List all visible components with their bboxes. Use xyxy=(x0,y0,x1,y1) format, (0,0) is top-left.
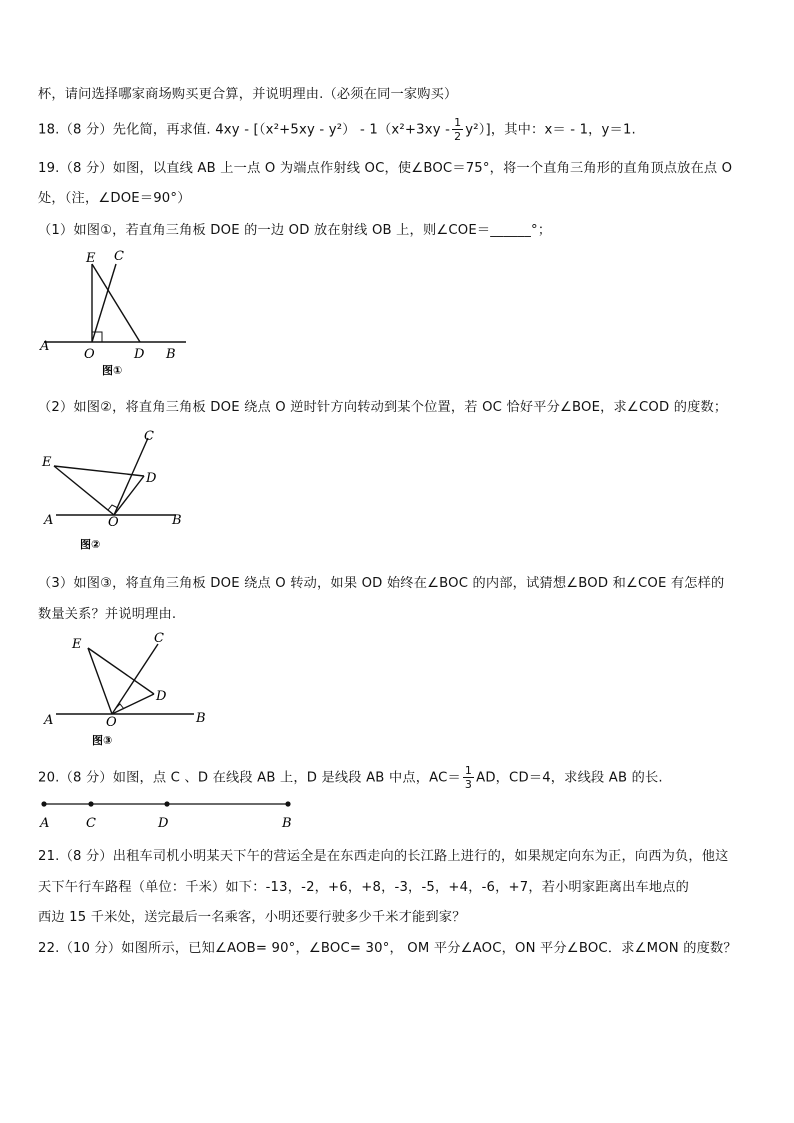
segment-label-a: A xyxy=(40,816,50,831)
question-19-part3-line1: （3）如图③，将直角三角板 DOE 绕点 O 转动，如果 OD 始终在∠BOC 的内部，试猜想∠BOD 和∠COE 有怎样的 xyxy=(38,576,725,591)
fig3-label-o: O xyxy=(106,715,117,730)
fig3-caption: 图③ xyxy=(92,734,113,747)
question-19-part1: （1）如图①，若直角三角板 DOE 的一边 OD 放在射线 OB 上，则∠COE＝______°； xyxy=(38,223,552,238)
question-19-line1: 19.（8 分）如图，以直线 AB 上一点 O 为端点作射线 OC，使∠BOC＝75°，将一个直角三角形的直角顶点放在点 O xyxy=(38,161,733,176)
fig1-label-b: B xyxy=(166,347,176,362)
question-20 xyxy=(38,764,663,791)
fig2-label-d: D xyxy=(146,471,157,486)
fig3-label-d: D xyxy=(156,689,167,704)
question-19-part2: （2）如图②，将直角三角板 DOE 绕点 O 逆时针方向转动到某个位置，若 OC 恰好平分∠BOE，求∠COD 的度数； xyxy=(38,400,728,415)
q18-frac-den: 2 xyxy=(454,130,462,143)
fig1-label-e: E xyxy=(86,251,96,266)
q20-prefix: 20.（8 分）如图，点 C 、D 在线段 AB 上，D 是线段 AB 中点，AC＝ xyxy=(38,770,461,786)
question-22: 22.（10 分）如图所示，已知∠AOB= 90°，∠BOC= 30°， OM 平分∠AOC，ON 平分∠BOC．求∠MON 的度数？ xyxy=(38,941,737,956)
fig2-label-o: O xyxy=(108,515,119,530)
question-21-line3: 西边 15 千米处，送完最后一名乘客，小明还要行驶多少千米才能到家？ xyxy=(38,910,466,925)
fig3-label-b: B xyxy=(196,711,206,726)
question-19-part3-line2: 数量关系？并说明理由. xyxy=(38,607,177,622)
continued-text: 杯，请问选择哪家商场购买更合算，并说明理由.（必须在同一家购买） xyxy=(38,87,458,102)
segment-label-c: C xyxy=(86,816,96,831)
fig2-label-e: E xyxy=(42,455,52,470)
segment-figure xyxy=(30,795,310,835)
q18-prefix: 18.（8 分）先化简，再求值. 4xy - [（x²+5xy - y²） - 1（x²+3xy - xyxy=(38,122,451,138)
fig3-label-e: E xyxy=(72,637,82,652)
figure-3 xyxy=(36,628,216,750)
q18-suffix: y²）]，其中：x＝ - 1，y＝1. xyxy=(465,122,636,138)
fig1-label-o: O xyxy=(84,347,95,362)
fig2-label-b: B xyxy=(172,513,182,528)
fig2-label-c: C xyxy=(144,429,154,444)
fig3-label-c: C xyxy=(154,631,164,646)
figure-1 xyxy=(36,246,196,381)
question-21-line2: 天下午行车路程（单位：千米）如下：-13，-2，+6，+8，-3，-5，+4，-6，+7，若小明家距离出车地点的 xyxy=(38,880,690,895)
question-21-line1: 21.（8 分）出租车司机小明某天下午的营运全是在东西走向的长江路上进行的，如果规定向东为正，向西为负，他这 xyxy=(38,849,729,864)
q20-fraction xyxy=(463,764,474,791)
question-18 xyxy=(38,116,636,143)
q18-frac-num: 1 xyxy=(454,116,462,129)
fig3-label-a: A xyxy=(44,713,54,728)
fig1-label-a: A xyxy=(40,339,50,354)
question-19-line2: 处，（注，∠DOE＝90°） xyxy=(38,191,191,206)
q20-frac-num: 1 xyxy=(464,764,473,777)
fig1-label-c: C xyxy=(114,249,124,264)
figure-2 xyxy=(36,426,196,556)
segment-label-d: D xyxy=(158,816,169,831)
fig1-caption: 图① xyxy=(102,364,123,377)
q20-frac-den: 3 xyxy=(464,778,473,791)
fig2-label-a: A xyxy=(44,513,54,528)
q20-suffix: AD，CD＝4，求线段 AB 的长. xyxy=(476,770,663,786)
fig2-caption: 图② xyxy=(80,538,101,551)
segment-label-b: B xyxy=(282,816,292,831)
q18-fraction xyxy=(452,116,463,143)
fig1-label-d: D xyxy=(134,347,145,362)
